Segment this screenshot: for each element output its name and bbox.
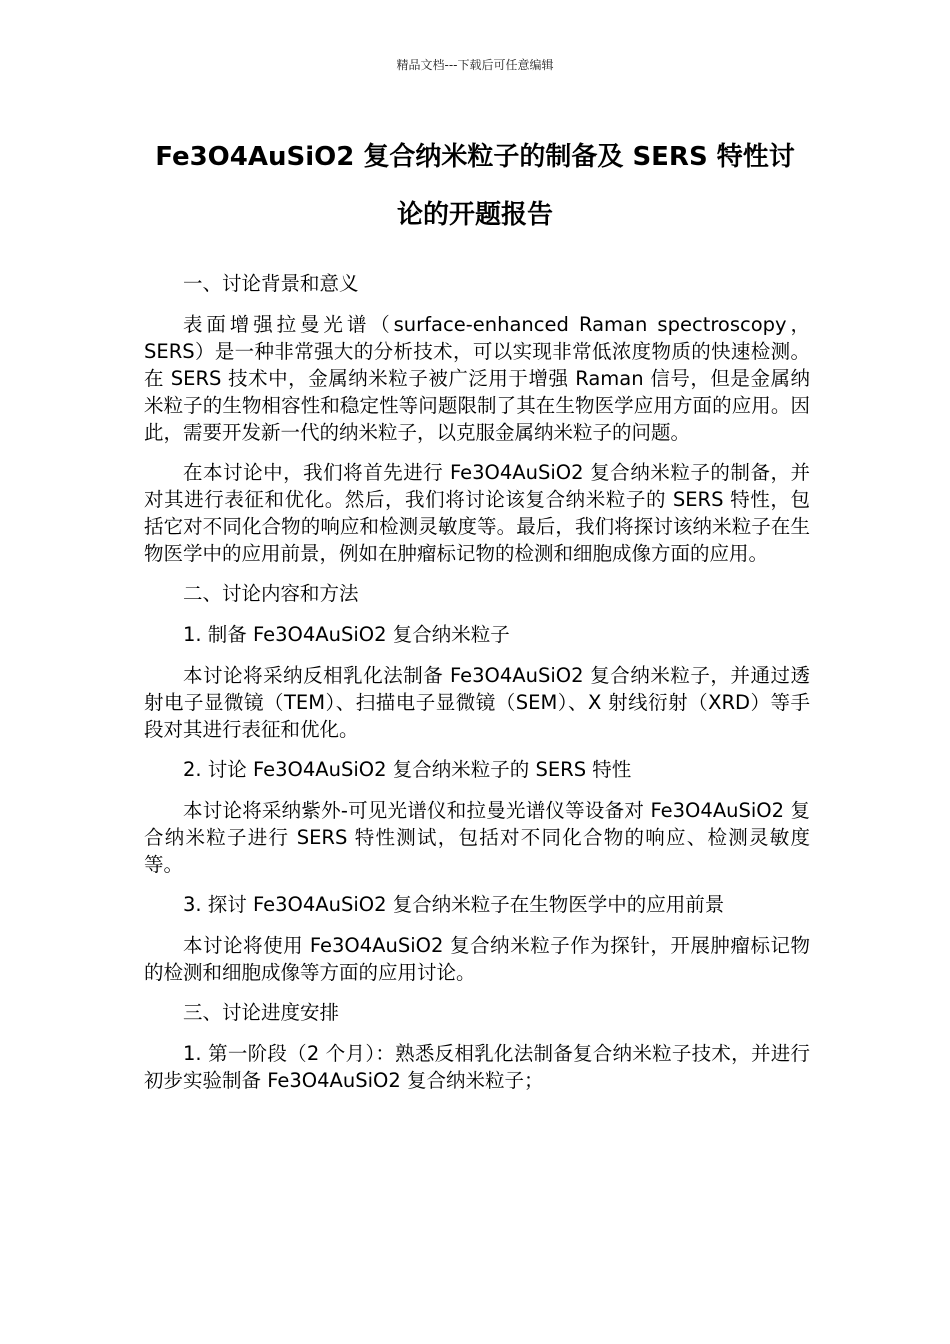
paragraph-preparation: 本讨论将采纳反相乳化法制备 Fe3O4AuSiO2 复合纳米粒子，并通过透射电子显微镜（TEM）、扫描电子显微镜（SEM）、X 射线衍射（XRD）等手段对其进行表征和优化。 xyxy=(144,664,810,741)
paragraph-study-overview: 在本讨论中，我们将首先进行 Fe3O4AuSiO2 复合纳米粒子的制备，并对其进行表征和优化。然后，我们将讨论该复合纳米粒子的 SERS 特性，包括它对不同化合物的响应和检测灵敏度等。最后，我们将探讨该纳米粒子在生物医学中的应用前景，例如在肿瘤标记物的检测和细胞成像方面的应用。 xyxy=(144,461,810,565)
section-heading-content-methods: 二、讨论内容和方法 xyxy=(183,582,359,605)
paragraph-schedule-phase-1: 1. 第一阶段（2 个月）：熟悉反相乳化法制备复合纳米粒子技术，并进行初步实验制备 Fe3O4AuSiO2 复合纳米粒子； xyxy=(144,1042,810,1092)
section-heading-schedule: 三、讨论进度安排 xyxy=(183,1001,340,1024)
subheading-sers-properties: 2. 讨论 Fe3O4AuSiO2 复合纳米粒子的 SERS 特性 xyxy=(183,758,632,781)
title-line-1: Fe3O4AuSiO2 复合纳米粒子的制备及 SERS 特性讨 xyxy=(155,142,795,172)
paragraph-sers-properties: 本讨论将采纳紫外-可见光谱仪和拉曼光谱仪等设备对 Fe3O4AuSiO2 复合纳米粒子进行 SERS 特性测试，包括对不同化合物的响应、检测灵敏度等。 xyxy=(144,799,810,876)
page-header-note: 精品文档---下载后可任意编辑 xyxy=(396,58,554,72)
paragraph-biomedical-applications: 本讨论将使用 Fe3O4AuSiO2 复合纳米粒子作为探针，开展肿瘤标记物的检测和细胞成像等方面的应用讨论。 xyxy=(144,934,810,984)
subheading-preparation: 1. 制备 Fe3O4AuSiO2 复合纳米粒子 xyxy=(183,623,510,646)
paragraph-sers-intro: 表面增强拉曼光谱（surface-enhanced Raman spectroscopy，SERS）是一种非常强大的分析技术，可以实现非常低浓度物质的快速检测。在 SERS 技术中，金属纳米粒子被广泛用于增强 Raman 信号，但是金属纳米粒子的生物相容性和稳定性等问题限制了其在生物医学应用方面的应用。因此，需要开发新一代的纳米粒子，以克服金属纳米粒子的问题。 xyxy=(144,313,810,444)
document-title xyxy=(140,128,810,244)
document-body xyxy=(144,270,810,1107)
title-line-2: 论的开题报告 xyxy=(396,200,553,230)
subheading-biomedical-applications: 3. 探讨 Fe3O4AuSiO2 复合纳米粒子在生物医学中的应用前景 xyxy=(183,893,725,916)
section-heading-background: 一、讨论背景和意义 xyxy=(183,272,359,295)
